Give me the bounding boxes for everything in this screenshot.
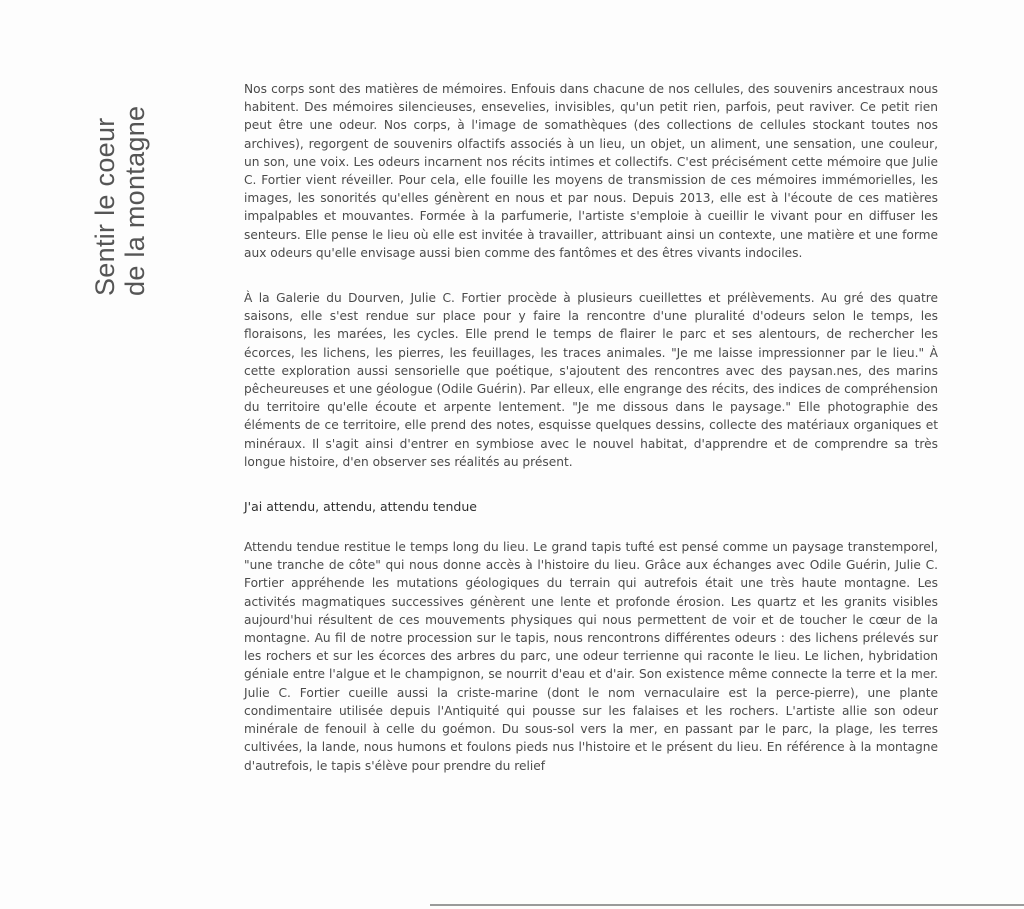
side-title [90,76,150,296]
paragraph-galerie: À la Galerie du Dourven, Julie C. Fortier procède à plusieurs cueillettes et prélèvements. Au gré des quatre saisons, elle s'est rendue sur place pour y faire la rencontre d'une pluralité d'odeurs selon le temps, les floraisons, les marées, les cycles. Elle prend le temps de flairer le parc et ses alentours, de rechercher les écorces, les lichens, les pierres, les feuillages, les traces animales. "Je me laisse impressionner par le lieu." À cette exploration aussi sensorielle que poétique, s'ajoutent des rencontres avec des paysan.nes, des marins pêcheureuses et une géologue (Odile Guérin). Par elleux, elle engrange des récits, des indices de compréhension du territoire qu'elle écoute et arpente lentement. "Je me dissous dans le paysage." Elle photographie des éléments de ce territoire, elle prend des notes, esquisse quelques dessins, collecte des matériaux organiques et minéraux. Il s'agit ainsi d'entrer en symbiose avec le nouvel habitat, d'apprendre et de comprendre sa très longue histoire, d'en observer ses réalités au présent. [244,291,938,469]
section-heading: J'ai attendu, attendu, attendu tendue [244,499,477,515]
body-text [244,80,938,775]
side-title-line-2: de la montagne [120,105,150,296]
paragraph-attendu-tendue: Attendu tendue restitue le temps long du lieu. Le grand tapis tufté est pensé comme un paysage transtemporel, "une tranche de côte" qui nous donne accès à l'histoire du lieu. Grâce aux échanges avec Odile Guérin, Julie C. Fortier appréhende les mutations géologiques du terrain qui autrefois était une très haute montagne. Les activités magmatiques successives génèrent une lente et profonde érosion. Les quartz et les granits visibles aujourd'hui résultent de ces mouvements physiques qui nous permettent de voir et de toucher le cœur de la montagne. Au fil de notre procession sur le tapis, nous rencontrons différentes odeurs : des lichens prélevés sur les rochers et sur les écorces des arbres du parc, une odeur terrienne qui raconte le lieu. Le lichen, hybridation géniale entre l'algue et le champignon, se nourrit d'eau et d'air. Son existence même connecte la terre et la mer. Julie C. Fortier cueille aussi la criste-marine (dont le nom vernaculaire est la perce-pierre), une plante condimentaire utilisée depuis l'Antiquité qui pousse sur les falaises et les rochers. L'artiste allie son odeur minérale de fenouil à celle du goémon. Du sous-sol vers la mer, en passant par le parc, la plage, les terres cultivées, la lande, nous humons et foulons pieds nus l'histoire et le présent du lieu. En référence à la montagne d'autrefois, le tapis s'élève pour prendre du relief [244,540,938,773]
side-title-line-1: Sentir le coeur [90,117,120,296]
paragraph-intro: Nos corps sont des matières de mémoires. Enfouis dans chacune de nos cellules, des souvenirs ancestraux nous habitent. Des mémoires silencieuses, ensevelies, invisibles, qu'un petit rien, parfois, peut raviver. Ce petit rien peut être une odeur. Nos corps, à l'image de somathèques (des collections de cellules stockant toutes nos archives), regorgent de souvenirs olfactifs associés à un lieu, un objet, un aliment, une sensation, une couleur, un son, une voix. Les odeurs incarnent nos récits intimes et collectifs. C'est précisément cette mémoire que Julie C. Fortier vient réveiller. Pour cela, elle fouille les moyens de transmission de ces mémoires immémorielles, les images, les sonorités qu'elles génèrent en nous et par nous. Depuis 2013, elle est à l'écoute de ces matières impalpables et mouvantes. Formée à la parfumerie, l'artiste s'emploie à cueillir le vivant pour en diffuser les senteurs. Elle pense le lieu où elle est invitée à travailler, attribuant ainsi un contexte, une matière et une forme aux odeurs qu'elle envisage aussi bien comme des fantômes et des êtres vivants indociles. [244,82,938,260]
bottom-divider [430,904,1024,906]
